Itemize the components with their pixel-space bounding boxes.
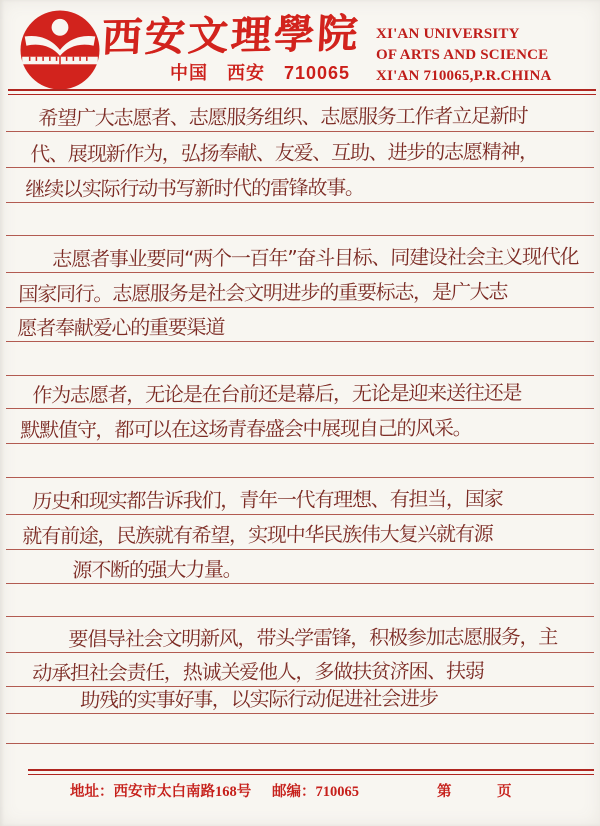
rule-line (6, 713, 594, 714)
rule-line (6, 341, 594, 342)
footer-postcode: 邮编：710065 (272, 784, 359, 800)
handwritten-row: 历史和现实都告诉我们，青年一代有理想、有担当，国家 (32, 486, 503, 513)
handwritten-row: 志愿者事业要同“两个一百年”奋斗目标、同建设社会主义现代化 (52, 244, 579, 271)
handwritten-row: 代、展现新作为，弘扬奉献、友爱、互助、进步的志愿精神， (30, 139, 539, 167)
rule-line (6, 167, 594, 168)
footer-page-label: 第 (437, 784, 452, 800)
rule-line (6, 743, 594, 744)
footer-page-label-2: 页 (497, 784, 512, 800)
rule-line (6, 514, 594, 515)
handwritten-row: 助残的实事好事，以实际行动促进社会进步 (80, 686, 439, 712)
handwritten-row: 国家同行。志愿服务是社会文明进步的重要标志，是广大志 (18, 279, 508, 306)
handwritten-row: 源不断的强大力量。 (72, 557, 242, 582)
rule-line (6, 202, 594, 203)
handwritten-row: 就有前途，民族就有希望，实现中华民族伟大复兴就有源 (22, 521, 493, 548)
rule-line (6, 549, 594, 550)
footer-double-rule (28, 769, 594, 775)
rule-line (6, 477, 594, 478)
university-en-line2: OF ARTS AND SCIENCE (376, 47, 549, 63)
handwritten-row: 愿者奉献爱心的重要渠道 (17, 314, 225, 340)
footer-address: 地址：西安市太白南路168号 (70, 784, 252, 800)
handwritten-row: 希望广大志愿者、志愿服务组织、志愿服务工作者立足新时 (38, 103, 528, 131)
handwritten-row: 动承担社会责任，热诚关爱他人，多做扶贫济困、扶弱 (32, 658, 485, 685)
handwritten-row: 继续以实际行动书写新时代的雷锋故事。 (25, 175, 365, 202)
rule-line (6, 307, 594, 308)
university-name-calligraphy: 西安文理學院 (100, 9, 362, 62)
rule-line (6, 272, 594, 273)
rule-line (6, 131, 594, 132)
rule-line (6, 616, 594, 617)
university-name-english (376, 24, 552, 87)
footer (0, 780, 600, 800)
rule-line (6, 235, 594, 236)
university-emblem-icon (18, 8, 102, 92)
rule-line (6, 652, 594, 653)
rule-line (6, 443, 594, 444)
rule-line (6, 408, 594, 409)
rule-line (6, 583, 594, 584)
handwritten-row: 作为志愿者，无论是在台前还是幕后，无论是迎来送往还是 (32, 380, 522, 407)
handwritten-row: 要倡导社会文明新风，带头学雷锋，积极参加志愿服务，主 (68, 624, 558, 651)
header-double-rule (8, 89, 596, 95)
university-en-line3: XI'AN 710065,P.R.CHINA (376, 68, 552, 84)
rule-line (6, 375, 594, 376)
emblem-head (52, 19, 69, 36)
university-en-line1: XI'AN UNIVERSITY (376, 26, 520, 42)
handwritten-row: 默默值守，都可以在这场青春盛会中展现自己的风采。 (20, 415, 473, 442)
origin-postcode-line: 中国 西安 710065 (170, 63, 351, 83)
